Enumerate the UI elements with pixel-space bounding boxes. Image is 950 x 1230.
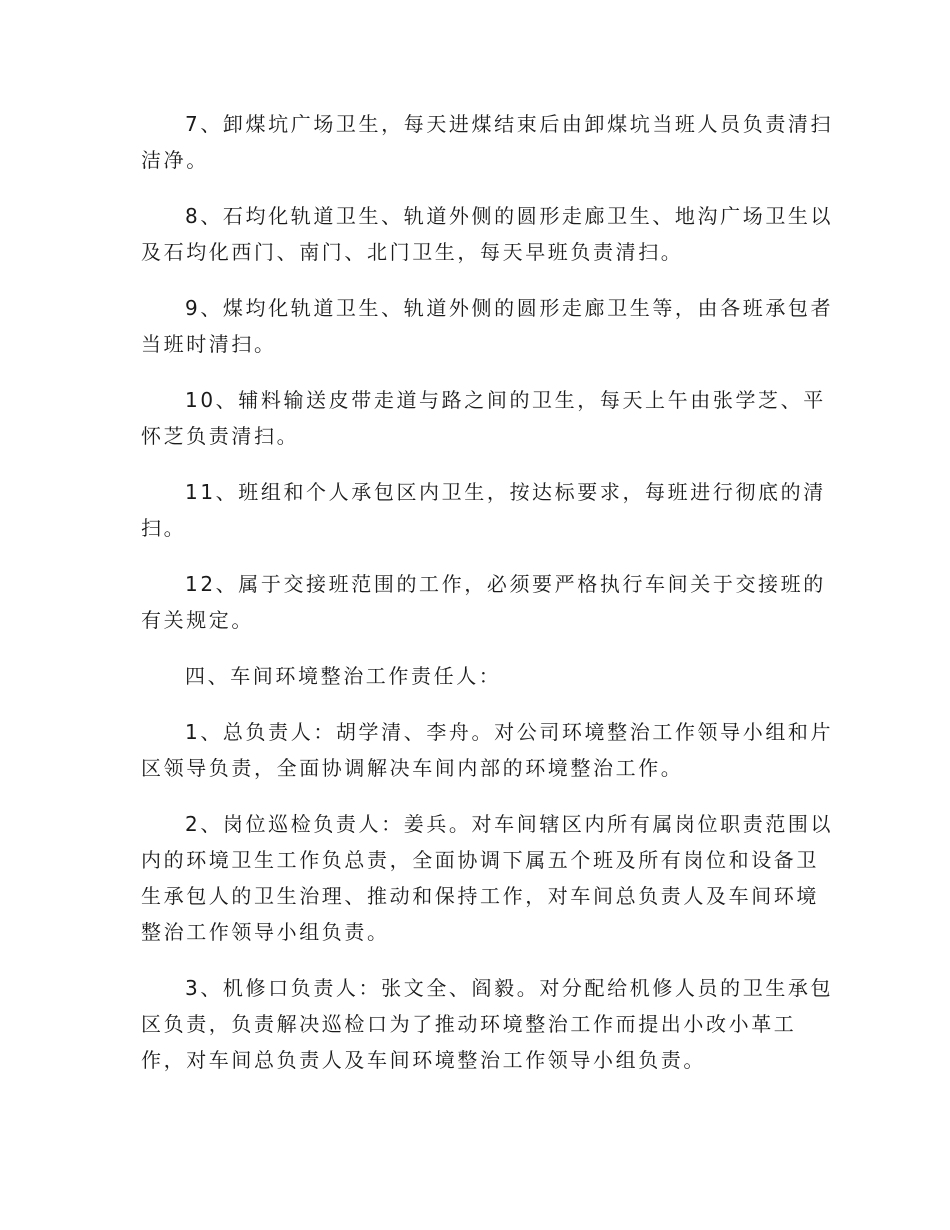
text-line: 11、班组和个人承包区内卫生，按达标要求，每班进行彻底的清 — [185, 480, 826, 504]
text-line: 8、石均化轨道卫生、轨道外侧的圆形走廊卫生、地沟广场卫生以 — [185, 204, 834, 228]
paragraph-item-9 — [141, 290, 834, 362]
text-line: 洁净。 — [141, 148, 209, 172]
text-line: 区领导负责，全面协调解决车间内部的环境整治工作。 — [141, 756, 684, 780]
text-line: 整治工作领导小组负责。 — [141, 920, 390, 944]
text-line: 四、车间环境整治工作责任人： — [185, 664, 502, 688]
text-line: 及石均化西门、南门、北门卫生，每天早班负责清扫。 — [141, 240, 684, 264]
paragraph-general-lead — [141, 714, 834, 786]
text-line: 当班时清扫。 — [141, 332, 277, 356]
paragraph-patrol-lead — [141, 806, 834, 950]
text-line: 有关规定。 — [141, 608, 254, 632]
text-line: 12、属于交接班范围的工作，必须要严格执行车间关于交接班的 — [185, 572, 826, 596]
text-line: 10、辅料输送皮带走道与路之间的卫生，每天上午由张学芝、平 — [185, 388, 826, 412]
document-body — [141, 106, 834, 1098]
text-line: 作，对车间总负责人及车间环境整治工作领导小组负责。 — [141, 1048, 706, 1072]
text-line: 生承包人的卫生治理、推动和保持工作，对车间总负责人及车间环境 — [141, 884, 819, 908]
paragraph-item-7 — [141, 106, 834, 178]
paragraph-item-12 — [141, 566, 826, 638]
text-line: 区负责，负责解决巡检口为了推动环境整治工作而提出小改小革工 — [141, 1012, 797, 1036]
text-line: 7、卸煤坑广场卫生，每天进煤结束后由卸煤坑当班人员负责清扫 — [185, 112, 834, 136]
paragraph-item-8 — [141, 198, 834, 270]
text-line: 9、煤均化轨道卫生、轨道外侧的圆形走廊卫生等，由各班承包者 — [185, 296, 834, 320]
text-line: 1、总负责人：胡学清、李舟。对公司环境整治工作领导小组和片 — [185, 720, 834, 744]
paragraph-item-11 — [141, 474, 826, 546]
text-line: 3、机修口负责人：张文全、阎毅。对分配给机修人员的卫生承包 — [185, 976, 834, 1000]
text-line: 内的环境卫生工作负总责，全面协调下属五个班及所有岗位和设备卫 — [141, 848, 819, 872]
paragraph-item-10 — [141, 382, 826, 454]
text-line: 2、岗位巡检负责人：姜兵。对车间辖区内所有属岗位职责范围以 — [185, 812, 834, 836]
paragraph-maintenance-lead — [141, 970, 834, 1078]
section-heading-responsible-persons — [141, 658, 810, 694]
text-line: 扫。 — [141, 516, 187, 540]
text-line: 怀芝负责清扫。 — [141, 424, 300, 448]
